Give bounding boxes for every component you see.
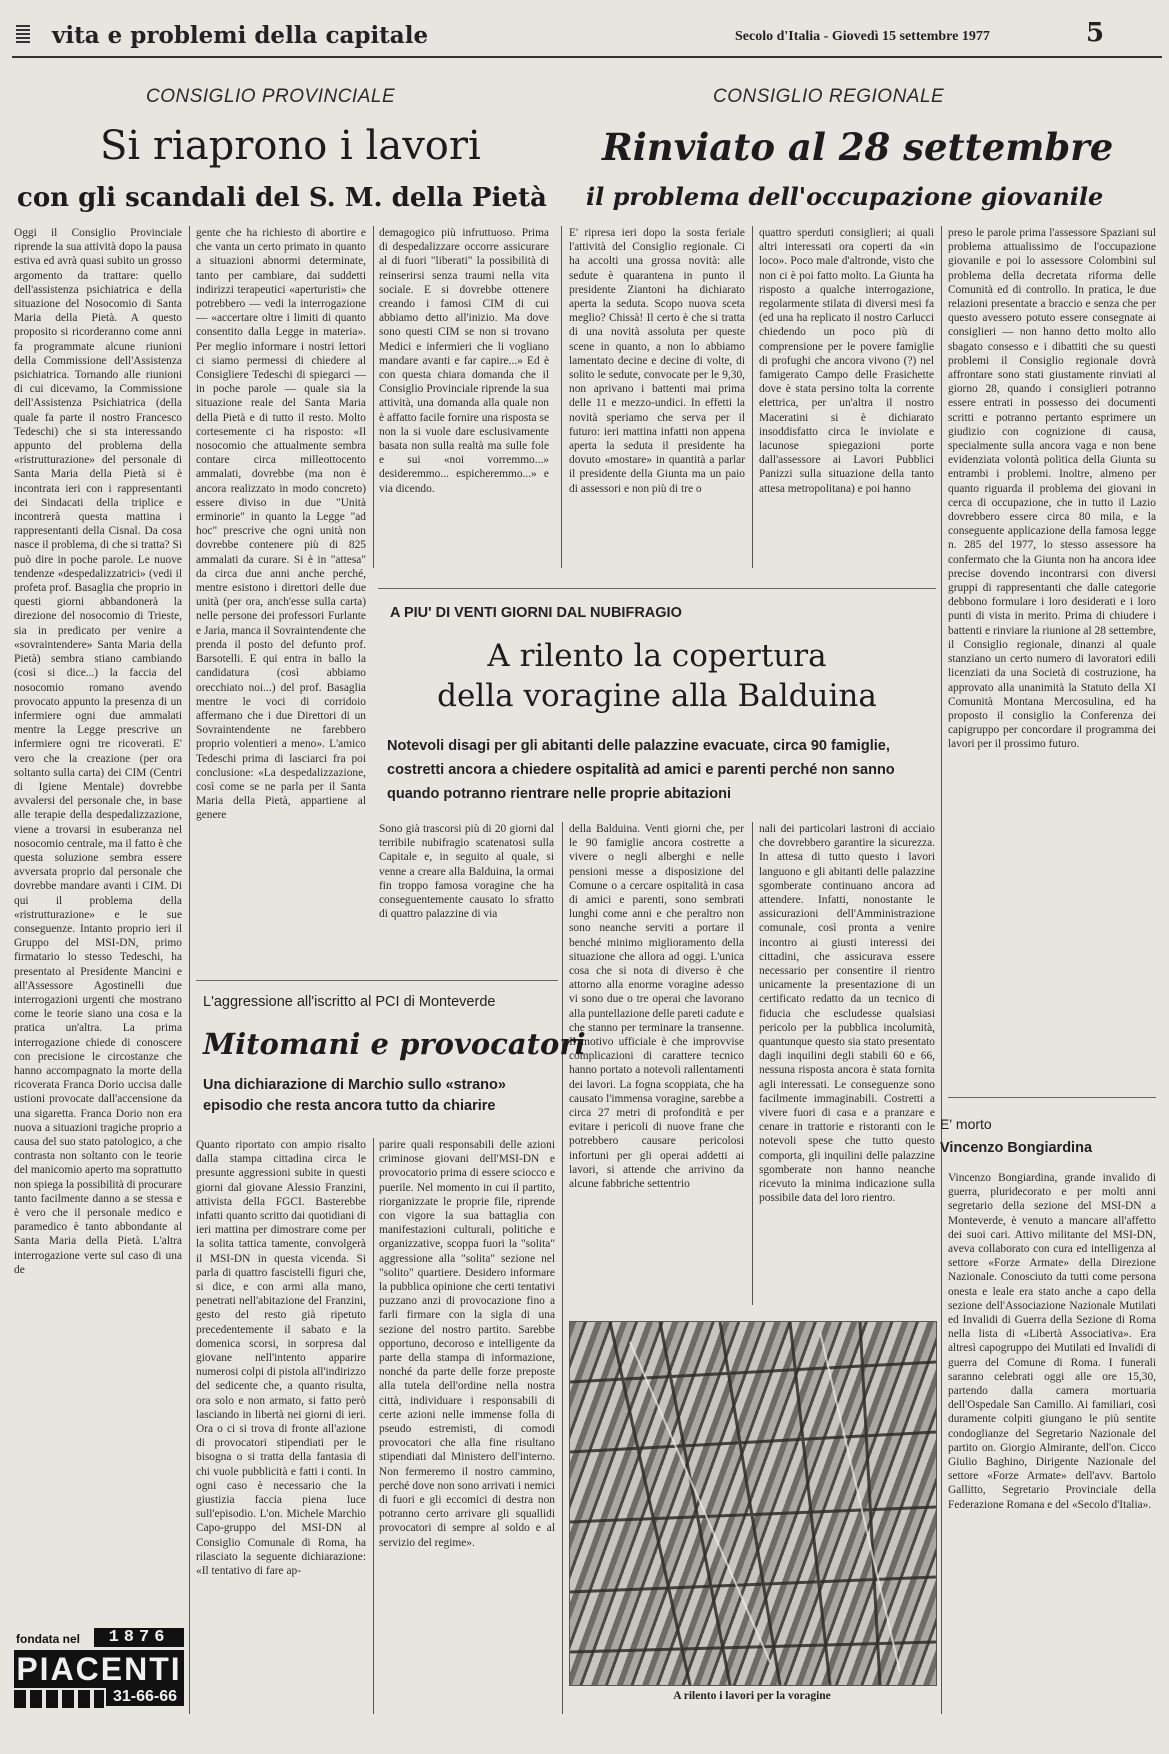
obituary-body: Vincenzo Bongiardina, grande invalido di guerra, pluridecorato e per molti anni segretario della sezione del MSI-DN a Monteverde, è venuto a mancare all'affetto dei suoi cari. Attivo militante del MSI-DN, aveva collaborato con cura ed intelligenza al settore «Forze Armate» della Direzione Nazionale. Conosciuto da tutti come persona onesta e leale era stato anche a capo della sezione dell'Associazione Nazionale Mutilati ed Invalidi di Guerra della Sezione di Roma nella lista di «Libertà Associativa». Era altresì capogruppo dei Mutilati ed Invalidi di guerra del Comune di Roma. I funerali saranno celebrati oggi alle ore 15,30, partendo dalla camera mortuaria dell'Ospedale San Camillo. Ai familiari, così duramente colpiti giungano le più sentite condoglianze del Segretario Nazionale del partito on. Giorgio Almirante, dell'on. Cicco Giulio Baghino, Dirigente Nazionale del settore «Forze Armate» dell'avv. Bartolo Gallitto, Segretario Provinciale della Federazione Romana e del «Secolo d'Italia». [948,1172,1156,1511]
column-divider [373,1138,374,1714]
ad-founded-label: fondata nel [16,1632,81,1646]
section-rule [948,1097,1156,1098]
ad-brand: PIACENTI [14,1650,184,1688]
balduina-headline-1: A rilento la copertura [487,638,827,674]
obituary-kicker: E' morto [940,1116,992,1132]
monteverde-col-2: parire quali responsabili delle azioni criminose giovani dell'MSI-DN e provocatorio prima di essere sciocco e puerile. Nel momento in cui il partito, riorganizzate le proprie file, riprende con vigore la sua battaglia con manifestazioni culturali, politiche e organizzative, scoppa fuori la "solita" aggressione alla "solita" sezione nel "solito" quartiere. Desidero informare la pubblica opinione che certi tentativi puzzano anzi di provocazione fino a farli firmare con la sigla di una sezione del nostro partito. Sarebbe opportuno, decoroso e intelligente da parte della stampa di informazione, nonché da parte delle forze preposte alla tutela dell'ordine nella nostra città, individuare i responsabili di certe azioni nelle immense folla di pseudo estremisti, di comodi provocatori che alla fine risultano stipendiati dal Ministero dell'interno. Non fermeremo il nostro cammino, perché dove non sono arrivati i nemici di fuori e gli eccomici di destra non potranno certo arrivare gli squallidi provocatori di sempre al soldo e al servizio del regime». [379,1139,555,1549]
regional-kicker: CONSIGLIO REGIONALE [713,86,945,107]
balduina-headline-2: della voragine alla Balduina [437,678,877,714]
column-divider [561,226,562,568]
ad-year: 1876 [94,1628,184,1647]
monteverde-headline: Mitomani e provocatori [203,1027,586,1061]
column-divider [562,822,563,1714]
monteverde-kicker: L'aggressione all'iscritto al PCI di Monteverde [203,994,496,1010]
photo-caption: A rilento i lavori per la voragine [673,1690,831,1702]
obituary-name: Vincenzo Bongiardina [940,1140,1093,1156]
header-rule [12,56,1162,58]
provincial-kicker: CONSIGLIO PROVINCIALE [146,86,396,107]
regional-col-2: quattro sperduti consiglieri; ai quali altri interessati ora coperti da «in loco». Poco male d'altronde, visto che non ci è poi fatto molto. La Giunta ha risposto a qualche interrogazione, regolarmente stilata di diversi mesi fa (ed una ha replicato il nostro Carlucci chiedendo un poco più di comprensione per le povere famiglie di profughi che ancora vivono (?) nel famigerato Campo delle Frasichette dove è stata persino tolta la corrente elettrica, per un'altra il nostro Maceratini si è dichiarato insoddisfatto circa le inviolate e lacunose spiegazioni porte dall'assessore ai Lavori Pubblici Panizzi sulla situazione della tanto attesa metropolitana) e poi hanno [759,227,934,495]
provincial-headline: Si riaprono i lavori [100,123,481,169]
column-divider [752,822,753,1305]
ad-phone: 31-66-66 [106,1688,184,1706]
balduina-kicker: A PIU' DI VENTI GIORNI DAL NUBIFRAGIO [390,605,682,621]
provincial-col-1: Oggi il Consiglio Provinciale riprende la sua attività dopo la pausa estiva ed avrà quasi subito un grosso argomento da trattare: quello dell'assistenza psichiatrica e della situazione del Nosocomio di Santa Maria della Pietà. A questo proposito si ricorderanno come anni fa programmate alcune riunioni della Commissione dell'Assistenza psichiatrica. Tornando alle riunioni di cui dicevamo, la Commissione dell'Assistenza Psichiatrica (della quale fa parte il nostro Francesco Tedeschi) che si sta interessando appunto del problema della «ristrutturazione» del personale di Santa Maria della Pietà si è incontrata ieri con i rappresentanti dei Sindacati della triplice e incontrerà questa mattina i rappresentanti della Cisnal. Da cosa nasce il problema, di che si tratta? Si può dire in poche parole. Le nuove tendenze «despedalizzatrici» (vedi il profeta prof. Basaglia che proprio in questi giorni abbandonerà la direzione del nosocomio di Trieste, sia in predicato per venire a «sovraintendere» Santa Maria della Pietà) sembra stiano cambiando (così si dice...) la faccia del nosocomio romano avendo provocato appunto la presenza di un infermiere ogni due ammalati mentre la Legge prescrive un infermiere ogni tre ricoverati. E' vero che la creazione (per ora soltanto sulla carta) dei CIM (Centri di Igiene Mentale) dovrebbe avvalersi del personale che, in base alle terapie della despedalizzazione, viene a trovarsi in esuberanza nel nosocomio centrale, ma il fatto è che questa soluzione sembra essere avversata proprio dal personale che dovrebbe mandare avanti i CIM. Di qui il problema della «ristrutturazione» e le sue conseguenze. Intanto proprio ieri il Gruppo del MSI-DN, primo firmatario lo stesso Tedeschi, ha presentato al Presidente Mancini e all'Assessore Agostinelli due interrogazioni urgenti che mostrano come le teorie siano una cosa e la pratica un'altra. La prima interrogazione chiede di conoscere con precisione le circostanze che hanno accompagnato la morte della ricoverata Franca Dorio uccisa dalle ustioni provocate dall'accensione da una sigaretta. Franca Dorio non era nuova a situazioni tragiche proprio a causa del suo stato patologico, a che contrasta non soltanto con le teorie del manicomio aperto ma soprattutto non spiega la possibilità di procurare tanto facilmente danno a se stessa e è vero che il personale medico e paramedico è tanto abbondante al Santa Maria della Pietà. L'altra interrogazione verte sul caso di una de [14,227,182,1276]
section-title: vita e problemi della capitale [52,22,429,49]
regional-col-1: E' ripresa ieri dopo la sosta feriale l'attività del Consiglio regionale. Ci ha accolti una grossa novità: alle sedute è quarantena in punto il presidente Ziantoni ha dichiarato aperta la seduta. Scopo nuova sceta meglio? Chissà! Il certo è che si tratta di una novità assoluta per queste scene in quanto, a non lo abbiamo lamentato decine e decine di volte, di solito le sedute, convocate per le 9,30, non aprivano i battenti mai prima delle 11 e mezzo-undici. In effetti la novità speriamo che serva per il futuro: ieri mattina infatti non appena aperta la seduta il presidente ha dovuto «mostare» in quantità a parlar il presidente della Giunta ma un paio di assessori e non più di tre o [569,227,745,495]
monteverde-deck: Una dichiarazione di Marchio sullo «strano» episodio che resta ancora tutto da chiarire [203,1077,506,1114]
voragine-photo [569,1321,937,1686]
balduina-col-1: Sono già trascorsi più di 20 giorni dal terribile nubifragio scatenatosi sulla Capitale e, in seguito al quale, si venne a creare alla Balduina, la ormai fin troppo famosa voragine che ha conseguentemente causato lo sfratto di quattro palazzine di via [379,823,554,921]
column-divider [373,226,374,568]
monteverde-col-1: Quanto riportato con ampio risalto dalla stampa cittadina circa le presunte aggressioni subite in questi giorni dal giovane Alessio Franzini, attivista della FGCI. Basterebbe infatti quanto scritto dai quotidiani di ieri mattina per dimostrare come per la solita tattica tamente, convolgerà il MSI-DN in questa vicenda. Si parla di quattro fascistelli figuri che, si dice, e con armi alla mano, penetrati nell'abitazione del Franzini, gesto del resto già ripetuto precedentemente il sabato e la domenica scorsi, in sorpresa dal giovane nell'intento apparire numerosi colpi di pistola all'indirizzo del sedicente che, a quanto risulta, ora solo e non armato, si fatto però lasciando in libertà nei giorni di ieri. Ora o ci si trova di fronte all'azione di provocatori stipendiati per le bisogna o si tratta della fantasia di chi vuole pubblicità e fatti i conti. In ogni caso è necessario che la giustizia faccia piena luce sull'episodio. L'on. Michele Marchio Capo-gruppo del MSI-DN al Consiglio Comunale di Roma, ha rilasciato la seguente dichiarazione: «Il tentativo di fare ap- [196,1139,366,1578]
balduina-deck: Notevoli disagi per gli abitanti delle palazzine evacuate, circa 90 famiglie, costretti ancora a chiedere ospitalità ad amici e parenti perché non sanno quando potranno rientrare nelle proprie abitazioni [387,738,895,802]
ad-stripe [14,1690,104,1708]
provincial-subheadline: con gli scandali del S. M. della Pietà [17,183,547,213]
provincial-col-3: demagogico più infruttuoso. Prima di despedalizzare occorre assicurare al di fuori "liberati" la possibilità di reinserirsi senza traumi nella vita sociale. E si dovrebbe ottenere creando i famosi CIM di cui abbiamo detto all'inizio. Ma dove sono questi CIM se non si trovano Medici e infermieri che li vogliano mandare avanti e far capire...» Ed è con questa chiara domanda che il Consiglio Provinciale riprende la sua attività, una domanda alla quale non è affatto facile fornire una risposta se non la si vuole dare esclusivamente basata non sulla realtà ma sulle fole e sui «noi vorremmo...» desideremmo... espicheremmo...» e via dicendo. [379,227,549,495]
regional-col-3: preso le parole prima l'assessore Spaziani sul problema attualissimo de l'occupazione giovanile e poi lo assessore Colombini sul problema della decretata riforma delle Comunità ed di controllo. In pratica, le due relazioni presentate a braccio e senza che per questo avessero potuto essere consegnate ai consiglieri — non hanno detto molto allo sbagato consesso e i dibattiti che su questi problemi il Consiglio regionale dovrà affrontare sono stati giustamente rinviati al giorno 28, quando i consiglieri potranno essere entrati in possesso dei documenti scritti e potranno pertanto esprimere un giudizio con cognizione di causa, specialmente sulla ancora vaga e non bene evidenziata volontà politica della Giunta su entrambi i problemi. Inoltre, almeno per quanto riguarda il problema dei giovani in cerca di occupazione, che in tutto il Lazio dovrebbero essere circa 80 mila, e la conseguente applicazione della famosa legge n. 285 del 1977, lo stesso assessore ha confermato che la Giunta non ha ancora idee precise dovendo incontrarsi con diversi gruppi di rappresentanti che dalle categorie debbono formulare i loro desiderati e i loro punti di vista in merito. Prima di chiudere i battenti e rinviare la riunione al 28 settembre, il Consiglio regionale, dinanzi al quale stanziano un certo numero di lavoratori edili licenziati da una Società di costruzione, ha approvato alla unanimità la Statuto della XI Comunità Montana Mercosulina, ed ha proposto il consiglio la Conferenza dei capigruppo per concordare il programma dei lavori per il prossimo futuro. [948,227,1156,751]
section-rule [378,588,936,589]
column-divider [189,226,190,1714]
section-rule [196,980,558,981]
scaffolding-illustration [570,1322,936,1685]
column-divider [752,226,753,568]
regional-subheadline: il problema dell'occupazione giovanile [586,182,1104,211]
piacenti-ad [14,1628,184,1710]
column-divider [941,226,942,1714]
balduina-col-2: della Balduina. Venti giorni che, per le 90 famiglie ancora costrette a vivere o negli alberghi e nelle pensioni messe a disposizione del Comune o a cercare ospitalità in casa di amici e parenti, sono sembrati lunghi come anni e che peraltro non sono neanche serviti a portare il benché minimo miglioramento della situazione che allora ad oggi. L'unica cosa che si nota di diverso è che attorno alla enorme voragine adesso vi sono due o tre operai che lavorano alla puntellazione delle pareti cadute e che stanno per terminare la transenne. Il motivo ufficiale è che improvvise complicazioni di carattere tecnico hanno portato a notevoli rallentamenti dei lavori. La fogna scoppiata, che ha causato l'immensa voragine, sarebbe a circa 27 metri di profondità e per evitare i pericoli di nuove frane che potrebbero causare pericolosi infortuni per gli operai addetti ai lavori, si attende che arrivino da alcune fabbriche settentrio [569,823,744,1191]
dateline: Secolo d'Italia - Giovedì 15 settembre 1977 [735,29,990,44]
section-icon [16,25,30,43]
page-number: 5 [1086,18,1105,48]
balduina-col-3: nali dei particolari lastroni di acciaio che dovrebbero garantire la sicurezza. In attesa di tutto questo i lavori languono e gli abitanti delle palazzine sgomberate continuano ancora ad attendere. Infatti, nonostante le assicurazioni dell'Amministrazione comunale, così pronta a venire incontro ai giusti interessi dei cittadini, che assicurava essere necessario per consentire il rientro unicamente la presentazione di un certificato redatto da un tecnico di fiducia che escludesse qualsiasi pericolo per la pubblica incolumità, quantunque questo sia stato presentato dagli inquilini degli stabili 60 e 66, nessuna risposta ancora è stata fornita agli interessati. Le conseguenze sono facilmente immaginabili. Costretti a vivere fuori di casa e a pranzare e cenare in trattorie e ristoranti con le notevoli spese che tutto questo comporta, gli inquilini delle palazzine sgomberate non hanno neanche ricevuto la minima indicazione sulla possibile data del loro rientro. [759,823,935,1205]
provincial-col-2: gente che ha richiesto di abortire e che vanta un certo primato in quanto a situazioni abnormi determinate, tanto per cambiare, dai suddetti indirizzi terapeutici «aperturisti» che potrebbero — vedi la interrogazione — «accertare oltre i limiti di quanto consentito dalla Legge in materia». Per meglio informare i nostri lettori ci siamo permessi di chiedere al Consigliere Tedeschi di spiegarci — in poche parole — quale sia la situazione reale del Santa Maria della Pietà e di tutto il resto. Molto cortesemente ci ha risposto: «Il nosocomio che attualmente sembra contare circa milleottocento ammalati, dovrebbe (ma non è ancora realizzato in modo concreto) essere diviso in due "Unità erminorie" in quanto la Legge "ad hoc" prescrive che ogni unità non dovrebbe contenere più di 825 ammalati da curare. Si è in "attesa" da circa due anni anche perché, mentre esistono i direttori delle due unità (per ora, anch'esse sulla carta) nelle persone dei professori Furlante e Jaria, manca il Sovraintendente che prenda il posto del defunto prof. Barsotelli. E qui entra in ballo la candidatura (così abbiamo orecchiato noi...) del prof. Basaglia mentre le voci di corridoio affermano che i due Direttori di un Sovraintendente ne farebbero proprio volentieri a meno». L'amico Tedeschi prima di lasciarci fra poi conclusione: «La despedalizzazione, così come se ne parla per il Santa Maria della Pietà, appartiene al genere [196,227,366,822]
regional-headline: Rinviato al 28 settembre [602,125,1114,169]
